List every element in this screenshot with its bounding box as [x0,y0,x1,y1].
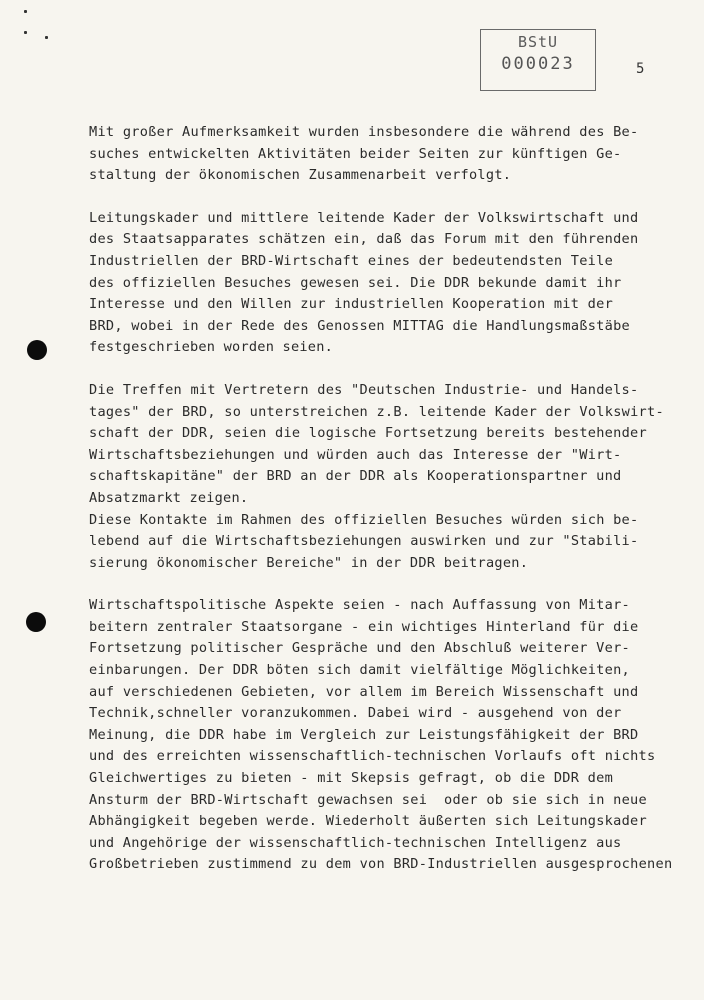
text-line: Wirtschaftspolitische Aspekte seien - nach Auffassung von Mitar- [89,597,630,614]
document-body [89,122,689,897]
corner-mark [24,10,27,13]
text-line: einbarungen. Der DDR böten sich damit vielfältige Möglichkeiten, [89,662,630,679]
paragraph-economic-aspects [89,595,689,876]
paragraph-meetings [89,380,689,510]
text-line: auf verschiedenen Gebieten, vor allem im Bereich Wissenschaft und [89,683,639,700]
punch-hole-lower [26,612,46,632]
text-line: suches entwickelten Aktivitäten beider Seiten zur künftigen Ge- [89,145,622,162]
text-line: des Staatsapparates schätzen ein, daß das Forum mit den führenden [89,231,639,248]
text-line: Die Treffen mit Vertretern des "Deutschen Industrie- und Handels- [89,381,639,398]
paragraph-forum [89,208,689,359]
text-line: Mit großer Aufmerksamkeit wurden insbesondere die während des Be- [89,124,639,140]
text-line: Absatzmarkt zeigen. [89,489,249,506]
text-line: Leitungskader und mittlere leitende Kader der Volkswirtschaft und [89,209,639,226]
punch-hole-upper [27,340,47,360]
text-line: festgeschrieben worden seien. [89,339,334,356]
text-line: Interesse und den Willen zur industriellen Kooperation mit der [89,296,614,313]
paragraph-attention [89,122,689,187]
text-line: Meinung, die DDR habe im Vergleich zur Leistungsfähigkeit der BRD [89,726,639,743]
text-line: und des erreichten wissenschaftlich-technischen Vorlaufs oft nichts [89,748,656,765]
text-line: Industriellen der BRD-Wirtschaft eines der bedeutendsten Teile [89,252,614,269]
corner-mark [45,36,48,39]
text-line: beitern zentraler Staatsorgane - ein wichtiges Hinterland für die [89,618,639,635]
text-line: lebend auf die Wirtschaftsbeziehungen auswirken und zur "Stabili- [89,533,639,550]
text-line: und Angehörige der wissenschaftlich-technischen Intelligenz aus [89,834,622,851]
stamp-agency: BStU [517,33,559,51]
text-line: Abhängigkeit begeben werde. Wiederholt äußerten sich Leitungskader [89,813,647,830]
paragraph-contacts [89,510,689,575]
text-line: Großbetrieben zustimmend zu dem von BRD-Industriellen ausgesprochenen [89,856,673,873]
page-number: 5 [636,61,645,77]
text-line: Fortsetzung politischer Gespräche und den Abschluß weiterer Ver- [89,640,630,657]
archive-stamp [480,29,596,91]
text-line: staltung der ökonomischen Zusammenarbeit verfolgt. [89,167,512,184]
text-line: Gleichwertiges zu bieten - mit Skepsis gefragt, ob die DDR dem [89,770,614,787]
text-line: schaft der DDR, seien die logische Fortsetzung bereits bestehender [89,425,647,442]
text-line: BRD, wobei in der Rede des Genossen MITTAG die Handlungsmaßstäbe [89,317,630,334]
text-line: schaftskapitäne" der BRD an der DDR als Kooperationspartner und [89,468,622,485]
stamp-serial-number: 000023 [501,54,575,74]
text-line: Technik,schneller voranzukommen. Dabei wird - ausgehend von der [89,705,622,722]
text-line: Wirtschaftsbeziehungen und würden auch das Interesse der "Wirt- [89,446,622,463]
text-line: sierung ökonomischer Bereiche" in der DDR beitragen. [89,554,529,571]
text-line: Diese Kontakte im Rahmen des offiziellen Besuches würden sich be- [89,511,639,528]
text-line: Ansturm der BRD-Wirtschaft gewachsen sei oder ob sie sich in neue [89,791,647,808]
text-line: des offiziellen Besuches gewesen sei. Die DDR bekunde damit ihr [89,274,622,291]
corner-mark [24,31,27,34]
text-line: tages" der BRD, so unterstreichen z.B. leitende Kader der Volkswirt- [89,403,664,420]
